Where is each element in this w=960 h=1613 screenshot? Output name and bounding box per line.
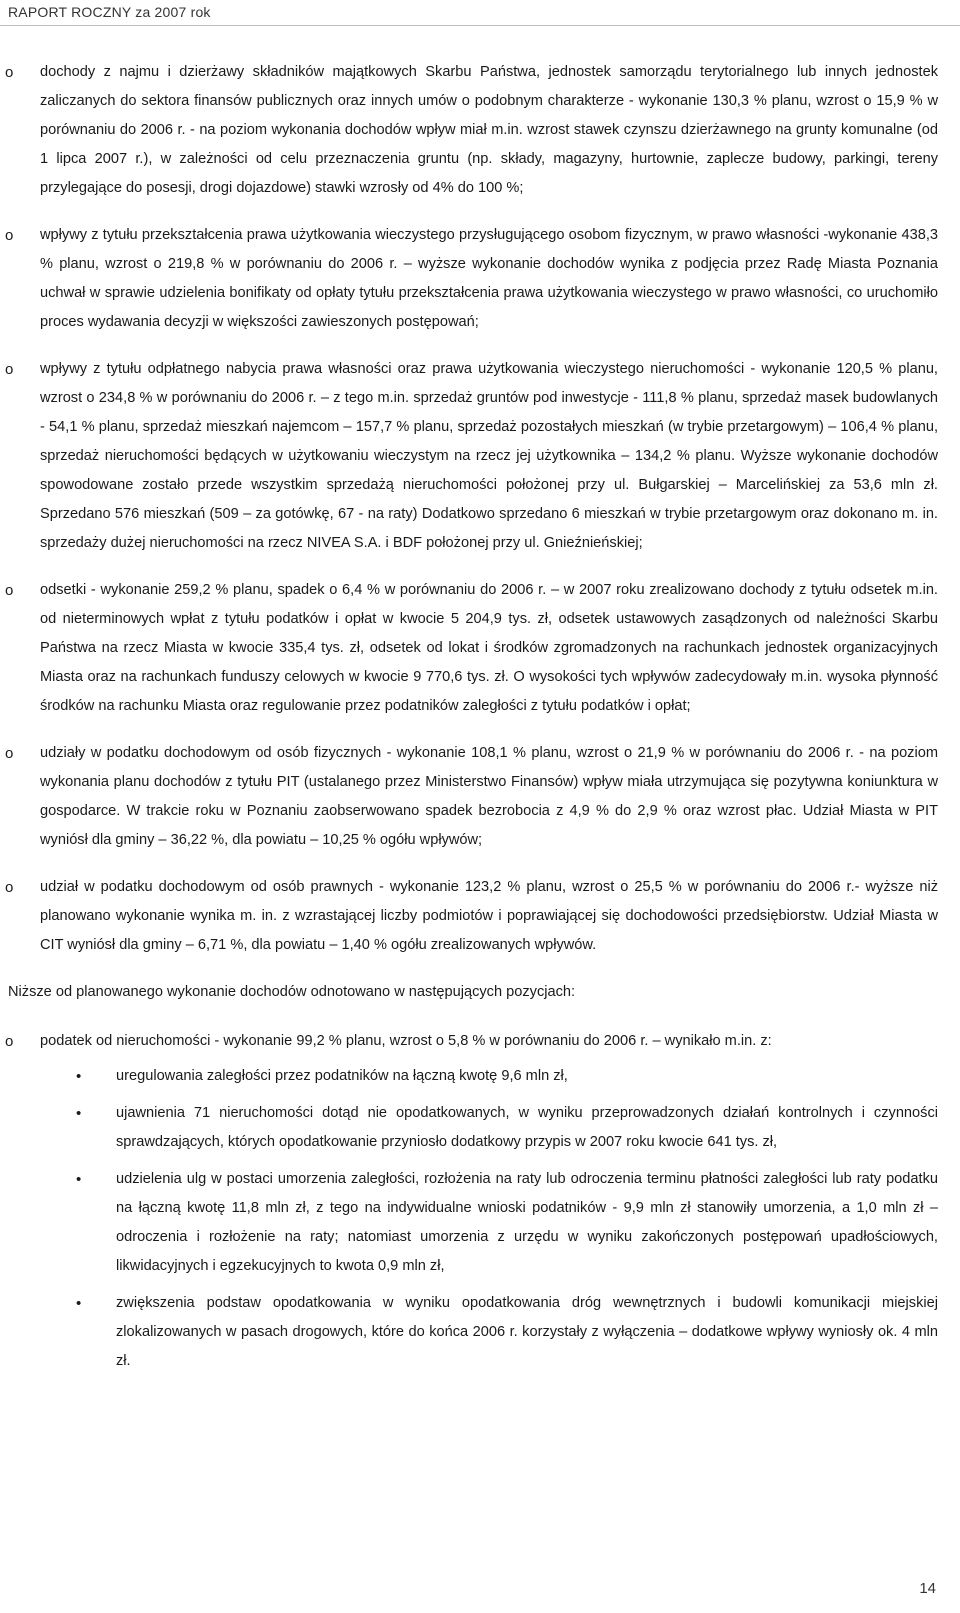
list-item-property-sales	[0, 355, 960, 558]
list-item-interest	[0, 576, 960, 721]
list-marker: o	[5, 227, 14, 244]
bullet-icon: •	[76, 1068, 82, 1085]
list-marker: o	[5, 745, 14, 762]
page-number: 14	[919, 1580, 936, 1597]
sub-item-relief	[0, 1165, 960, 1281]
list-item-text: podatek od nieruchomości - wykonanie 99,2 % planu, wzrost o 5,8 % w porównaniu do 2006 r. – wynikało m.in. z:	[40, 1033, 772, 1049]
list-item-text: udziały w podatku dochodowym od osób fizycznych - wykonanie 108,1 % planu, wzrost o 21,9 % w porównaniu do 2006 r. - na poziom wykonania planu dochodów z tytułu PIT (ustalanego przez Ministerstwo Finansów) wpływ miała utrzymująca się pozytywna koniunktura w gospodarce. W trakcie roku w Poznaniu zaobserwowano spadek bezrobocia z 4,9 % do 2,9 % oraz wzrost płac. Udział Miasta w PIT wyniósł dla gminy – 36,22 %, dla powiatu – 10,25 % ogółu wpływów;	[40, 745, 938, 848]
list-marker: o	[5, 361, 14, 378]
sub-item-arrears	[0, 1062, 960, 1091]
list-item-ownership-conversion	[0, 221, 960, 337]
list-item-text: wpływy z tytułu przekształcenia prawa użytkowania wieczystego przysługującego osobom fizycznym, w prawo własności -wykonanie 438,3 % planu, wzrost o 219,8 % w porównaniu do 2006 r. – wyższe wykonanie dochodów wynika z podjęcia przez Radę Miasta Poznania uchwał w sprawie udzielenia bonifikaty od opłaty tytułu przekształcenia prawa użytkowania wieczystego w prawo własności, co uruchomiło proces wydawania decyzji w większości zawieszonych postępowań;	[40, 227, 938, 330]
report-header: RAPORT ROCZNY za 2007 rok	[8, 4, 211, 20]
document-body	[0, 58, 960, 1384]
list-item-text: dochody z najmu i dzierżawy składników majątkowych Skarbu Państwa, jednostek samorządu terytorialnego lub innych jednostek zaliczanych do sektora finansów publicznych oraz innych umów o podobnym charakterze - wykonanie 130,3 % planu, wzrost o 15,9 % w porównaniu do 2006 r. - na poziom wykonania dochodów wpływ miał m.in. wzrost stawek czynszu dzierżawnego na grunty komunalne (od 1 lipca 2007 r.), w zależności od celu przeznaczenia gruntu (np. składy, magazyny, hurtownie, zaplecze budowy, parkingi, tereny przylegające do posesji, drogi dojazdowe) stawki wzrosły od 4% do 100 %;	[40, 64, 938, 196]
sub-item-tax-base	[0, 1289, 960, 1376]
sub-item-disclosure	[0, 1099, 960, 1157]
bullet-icon: •	[76, 1295, 82, 1312]
property-tax-sublist	[0, 1062, 960, 1376]
sub-item-text: ujawnienia 71 nieruchomości dotąd nie opodatkowanych, w wyniku przeprowadzonych działań kontrolnych i czynności sprawdzających, których opodatkowanie przyniosło dodatkowy przypis w 2007 roku kwocie 641 tys. zł,	[116, 1105, 938, 1150]
list-item-rental-income	[0, 58, 960, 203]
sub-item-text: uregulowania zaległości przez podatników na łączną kwotę 9,6 mln zł,	[116, 1068, 568, 1084]
list-item-pit-share	[0, 739, 960, 855]
list-marker: o	[5, 879, 14, 896]
bullet-icon: •	[76, 1171, 82, 1188]
header-divider	[0, 25, 960, 26]
sub-item-text: zwiększenia podstaw opodatkowania w wyniku opodatkowania dróg wewnętrznych i budowli komunikacji miejskiej zlokalizowanych w pasach drogowych, które do końca 2006 r. korzystały z wyłączenia – dodatkowe wpływy wyniosły ok. 4 mln zł.	[116, 1295, 938, 1369]
list-item-cit-share	[0, 873, 960, 960]
list-item-text: odsetki - wykonanie 259,2 % planu, spadek o 6,4 % w porównaniu do 2006 r. – w 2007 roku zrealizowano dochody z tytułu odsetek m.in. od nieterminowych wpłat z tytułu podatków i opłat w kwocie 5 204,9 tys. zł, odsetek ustawowych zasądzonych od należności Skarbu Państwa na rzecz Miasta w kwocie 335,4 tys. zł, odsetek od lokat i środków zgromadzonych na rachunkach jednostek organizacyjnych Miasta oraz na rachunkach funduszy celowych w kwocie 9 770,6 tys. zł. O wysokości tych wpływów zadecydowały m.in. wysoka płynność środków na rachunku Miasta oraz regulowanie przez podatników zaległości z tytułu podatków i opłat;	[40, 582, 938, 714]
list-item-text: udział w podatku dochodowym od osób prawnych - wykonanie 123,2 % planu, wzrost o 25,5 % w porównaniu do 2006 r.- wyższe niż planowano wykonanie wynika m. in. z wzrastającej liczby podmiotów i poprawiającej się dochodowości przedsiębiorstw. Udział Miasta w CIT wyniósł dla gminy – 6,71 %, dla powiatu – 1,40 % ogółu zrealizowanych wpływów.	[40, 879, 938, 953]
bullet-icon: •	[76, 1105, 82, 1122]
list-marker: o	[5, 582, 14, 599]
sub-item-text: udzielenia ulg w postaci umorzenia zaległości, rozłożenia na raty lub odroczenia terminu płatności zaległości lub raty podatku na łączną kwotę 11,8 mln zł, z tego na indywidualne wnioski podatników - 9,9 mln zł stanowiły umorzenia, a 1,0 mln zł – odroczenia i rozłożenie na raty; natomiast umorzenia z urzędu w wyniku zakończonych postępowań upadłościowych, likwidacyjnych i egzekucyjnych to kwota 0,9 mln zł,	[116, 1171, 938, 1274]
section-intro: Niższe od planowanego wykonanie dochodów odnotowano w następujących pozycjach:	[8, 984, 576, 1000]
list-marker: o	[5, 1033, 14, 1050]
list-item-text: wpływy z tytułu odpłatnego nabycia prawa własności oraz prawa użytkowania wieczystego nieruchomości - wykonanie 120,5 % planu, wzrost o 234,8 % w porównaniu do 2006 r. – z tego m.in. sprzedaż gruntów pod inwestycje - 111,8 % planu, sprzedaż masek budowlanych - 54,1 % planu, sprzedaż mieszkań najemcom – 157,7 % planu, sprzedaż pozostałych mieszkań (w trybie przetargowym) – 106,4 % planu, sprzedaż nieruchomości będących w użytkowaniu wieczystym na rzecz jej użytkownika – 134,2 % planu. Wyższe wykonanie dochodów spowodowane zostało przede wszystkim sprzedażą nieruchomości położonej przy ul. Bułgarskiej – Marcelińskiej za 53,6 mln zł. Sprzedano 576 mieszkań (509 – za gotówkę, 67 - na raty) Dodatkowo sprzedano 6 mieszkań w trybie przetargowym oraz dokonano m. in. sprzedaży dużej nieruchomości na rzecz NIVEA S.A. i BDF położonej przy ul. Gnieźnieńskiej;	[40, 361, 938, 551]
list-item-property-tax	[0, 1027, 960, 1056]
list-marker: o	[5, 64, 14, 81]
